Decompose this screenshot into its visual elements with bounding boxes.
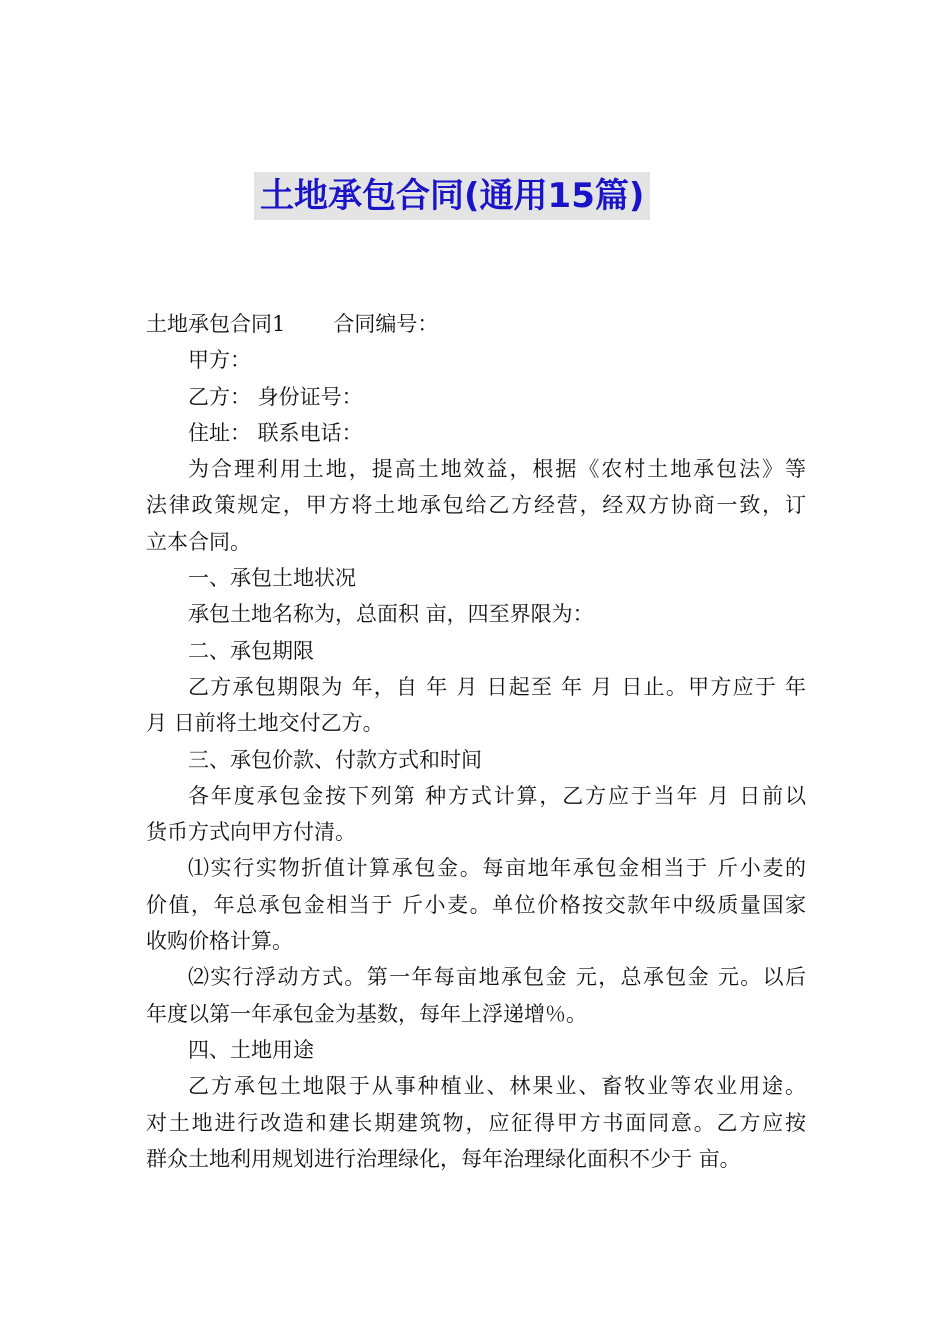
contract-number-label: 合同编号： <box>333 312 439 336</box>
document-body <box>146 306 806 1177</box>
contract-heading-line <box>146 306 806 342</box>
paragraph-line: 立本合同。 <box>146 529 251 554</box>
document-title: 土地承包合同(通用15篇) <box>254 172 650 220</box>
paragraph-line: 各年度承包金按下列第 种方式计算，乙方应于当年 月 日前以 <box>188 783 806 808</box>
paragraph-line: 年度以第一年承包金为基数，每年上浮递增％。 <box>146 1001 587 1026</box>
paragraph-line: 收购价格计算。 <box>146 929 293 954</box>
party-a-line: 甲方： <box>188 348 251 373</box>
section-heading: 一、承包土地状况 <box>188 566 356 591</box>
paragraph-line: 对土地进行改造和建长期建筑物，应征得甲方书面同意。乙方应按 <box>146 1110 806 1135</box>
paragraph-line: 月 日前将土地交付乙方。 <box>146 711 384 736</box>
paragraph-line: 法律政策规定，甲方将土地承包给乙方经营，经双方协商一致，订 <box>146 493 806 518</box>
paragraph-line: ⑴实行实物折值计算承包金。每亩地年承包金相当于 斤小麦的 <box>188 856 806 881</box>
section-heading: 二、承包期限 <box>188 638 314 663</box>
paragraph-line: 货币方式向甲方付清。 <box>146 820 356 845</box>
paragraph-line: 群众土地利用规划进行治理绿化，每年治理绿化面积不少于 亩。 <box>146 1146 741 1171</box>
section-heading: 四、土地用途 <box>188 1037 314 1062</box>
address-line: 住址： 联系电话： <box>188 420 363 445</box>
contract-name: 土地承包合同1 <box>146 312 286 336</box>
paragraph-line: 乙方承包期限为 年，自 年 月 日起至 年 月 日止。甲方应于 年 <box>188 674 806 699</box>
paragraph-line: 价值，年总承包金相当于 斤小麦。单位价格按交款年中级质量国家 <box>146 892 806 917</box>
paragraph-line: 承包土地名称为，总面积 亩，四至界限为： <box>188 602 594 627</box>
paragraph-line: 为合理利用土地，提高土地效益，根据《农村土地承包法》等 <box>188 457 806 482</box>
party-b-line: 乙方： 身份证号： <box>188 384 363 409</box>
paragraph-line: ⑵实行浮动方式。第一年每亩地承包金 元，总承包金 元。以后 <box>188 965 806 990</box>
section-heading: 三、承包价款、付款方式和时间 <box>188 747 482 772</box>
paragraph-line: 乙方承包土地限于从事种植业、林果业、畜牧业等农业用途。 <box>188 1074 806 1099</box>
